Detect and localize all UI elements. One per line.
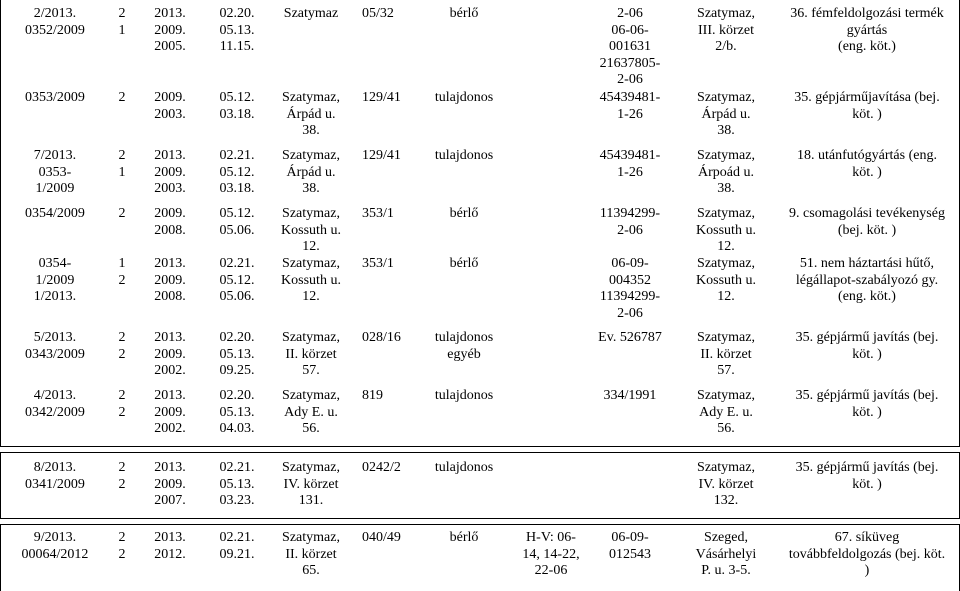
row-9-month-day: 02.21. 09.21. (219, 530, 255, 562)
row-9-ownership-status: bérlő (449, 530, 479, 545)
table-border-left-2 (0, 452, 1, 518)
row-8-month-day: 02.21. 05.13. 03.23. (219, 460, 255, 508)
row-5-parcel-number: 353/1 (362, 256, 394, 271)
row-6-parcel-number: 028/16 (362, 330, 401, 345)
row-8-parcel-number: 0242/2 (362, 460, 401, 475)
row-4-activity: 9. csomagolási tevékenység (bej. köt. ) (789, 206, 945, 238)
table-divider-1 (0, 446, 960, 447)
row-3-year: 2013. 2009. 2003. (154, 148, 186, 196)
row-6-tax-number: Ev. 526787 (598, 330, 662, 345)
row-9-reg-number: 9/2013. 00064/2012 (21, 530, 89, 562)
row-3-reg-number: 7/2013. 0353- 1/2009 (33, 148, 77, 196)
row-8-activity: 35. gépjármű javítás (bej. köt. ) (795, 460, 939, 492)
row-2-year: 2009. 2003. (154, 90, 186, 122)
row-3-count: 2 1 (118, 148, 126, 180)
row-6-ownership-status: tulajdonos egyéb (434, 330, 494, 362)
row-8-address: Szatymaz, IV. körzet 131. (282, 460, 340, 508)
table-divider-4 (0, 524, 960, 525)
table-border-left-3 (0, 524, 1, 591)
row-9-tax-number: 06-09- 012543 (609, 530, 651, 562)
row-5-year: 2013. 2009. 2008. (154, 256, 186, 304)
row-8-reg-number: 8/2013. 0341/2009 (25, 460, 85, 492)
row-3-ownership-status: tulajdonos (434, 148, 494, 163)
row-1-month-day: 02.20. 05.13. 11.15. (219, 6, 255, 54)
row-7-ownership-status: tulajdonos (434, 388, 494, 403)
row-2-ownership-status: tulajdonos (434, 90, 494, 105)
row-4-site-address: Szatymaz, Kossuth u. 12. (696, 206, 756, 254)
row-6-count: 2 2 (118, 330, 126, 362)
row-5-tax-number: 06-09- 004352 11394299- 2-06 (599, 256, 661, 321)
row-6-month-day: 02.20. 05.13. 09.25. (219, 330, 255, 378)
row-8-site-address: Szatymaz, IV. körzet 132. (697, 460, 755, 508)
row-4-year: 2009. 2008. (154, 206, 186, 238)
row-7-tax-number: 334/1991 (603, 388, 657, 403)
row-2-activity: 35. gépjárműjavítása (bej. köt. ) (794, 90, 940, 122)
row-7-address: Szatymaz, Ady E. u. 56. (282, 388, 340, 436)
row-7-count: 2 2 (118, 388, 126, 420)
row-2-reg-number: 0353/2009 (25, 90, 85, 105)
row-1-tax-number: 2-06 06-06- 001631 21637805- 2-06 (599, 6, 661, 87)
row-4-count: 2 (118, 206, 126, 221)
row-6-site-address: Szatymaz, II. körzet 57. (697, 330, 755, 378)
row-3-month-day: 02.21. 05.12. 03.18. (219, 148, 255, 196)
row-4-parcel-number: 353/1 (362, 206, 394, 221)
row-4-address: Szatymaz, Kossuth u. 12. (281, 206, 341, 254)
row-9-year: 2013. 2012. (154, 530, 186, 562)
row-4-ownership-status: bérlő (449, 206, 479, 221)
row-5-ownership-status: bérlő (449, 256, 479, 271)
row-3-address: Szatymaz, Árpád u. 38. (282, 148, 340, 196)
row-9-count: 2 2 (118, 530, 126, 562)
row-6-address: Szatymaz, II. körzet 57. (282, 330, 340, 378)
row-9-working-hours: H-V: 06- 14, 14-22, 22-06 (522, 530, 580, 578)
row-1-parcel-number: 05/32 (362, 6, 394, 21)
row-3-tax-number: 45439481- 1-26 (599, 148, 661, 180)
row-1-reg-number: 2/2013. 0352/2009 (25, 6, 85, 38)
table-border-left-1 (0, 0, 1, 446)
row-3-parcel-number: 129/41 (362, 148, 401, 163)
row-4-tax-number: 11394299- 2-06 (599, 206, 661, 238)
table-divider-2 (0, 452, 960, 453)
row-1-site-address: Szatymaz, III. körzet 2/b. (697, 6, 755, 54)
row-5-address: Szatymaz, Kossuth u. 12. (281, 256, 341, 304)
row-2-tax-number: 45439481- 1-26 (599, 90, 661, 122)
row-7-site-address: Szatymaz, Ady E. u. 56. (697, 388, 755, 436)
row-6-activity: 35. gépjármű javítás (bej. köt. ) (795, 330, 939, 362)
row-5-reg-number: 0354- 1/2009 1/2013. (33, 256, 77, 304)
row-7-activity: 35. gépjármű javítás (bej. köt. ) (795, 388, 939, 420)
row-9-parcel-number: 040/49 (362, 530, 401, 545)
row-5-activity: 51. nem háztartási hűtő, légállapot-szabályozó gy. (eng. köt.) (795, 256, 939, 304)
row-3-site-address: Szatymaz, Árpoád u. 38. (697, 148, 755, 196)
row-9-address: Szatymaz, II. körzet 65. (282, 530, 340, 578)
row-8-ownership-status: tulajdonos (434, 460, 494, 475)
row-1-ownership-status: bérlő (449, 6, 479, 21)
row-2-site-address: Szatymaz, Árpád u. 38. (697, 90, 755, 138)
row-4-month-day: 05.12. 05.06. (219, 206, 255, 238)
row-2-month-day: 05.12. 03.18. (219, 90, 255, 122)
row-3-activity: 18. utánfutógyártás (eng. köt. ) (797, 148, 937, 180)
row-7-reg-number: 4/2013. 0342/2009 (25, 388, 85, 420)
row-4-reg-number: 0354/2009 (25, 206, 85, 221)
row-8-count: 2 2 (118, 460, 126, 492)
row-2-parcel-number: 129/41 (362, 90, 401, 105)
row-5-month-day: 02.21. 05.12. 05.06. (219, 256, 255, 304)
row-7-parcel-number: 819 (362, 388, 383, 403)
row-1-year: 2013. 2009. 2005. (154, 6, 186, 54)
row-5-site-address: Szatymaz, Kossuth u. 12. (696, 256, 756, 304)
row-1-activity: 36. fémfeldolgozási termék gyártás (eng. köt.) (790, 6, 944, 54)
row-6-year: 2013. 2009. 2002. (154, 330, 186, 378)
row-9-activity: 67. síküveg továbbfeldolgozás (bej. köt. ) (788, 530, 946, 578)
row-5-count: 1 2 (118, 256, 126, 288)
row-8-year: 2013. 2009. 2007. (154, 460, 186, 508)
row-7-year: 2013. 2009. 2002. (154, 388, 186, 436)
row-2-address: Szatymaz, Árpád u. 38. (282, 90, 340, 138)
row-7-month-day: 02.20. 05.13. 04.03. (219, 388, 255, 436)
row-2-count: 2 (118, 90, 126, 105)
row-1-address: Szatymaz (283, 6, 339, 21)
row-1-count: 2 1 (118, 6, 126, 38)
table-divider-3 (0, 518, 960, 519)
row-6-reg-number: 5/2013. 0343/2009 (25, 330, 85, 362)
row-9-site-address: Szeged, Vásárhelyi P. u. 3-5. (695, 530, 757, 578)
